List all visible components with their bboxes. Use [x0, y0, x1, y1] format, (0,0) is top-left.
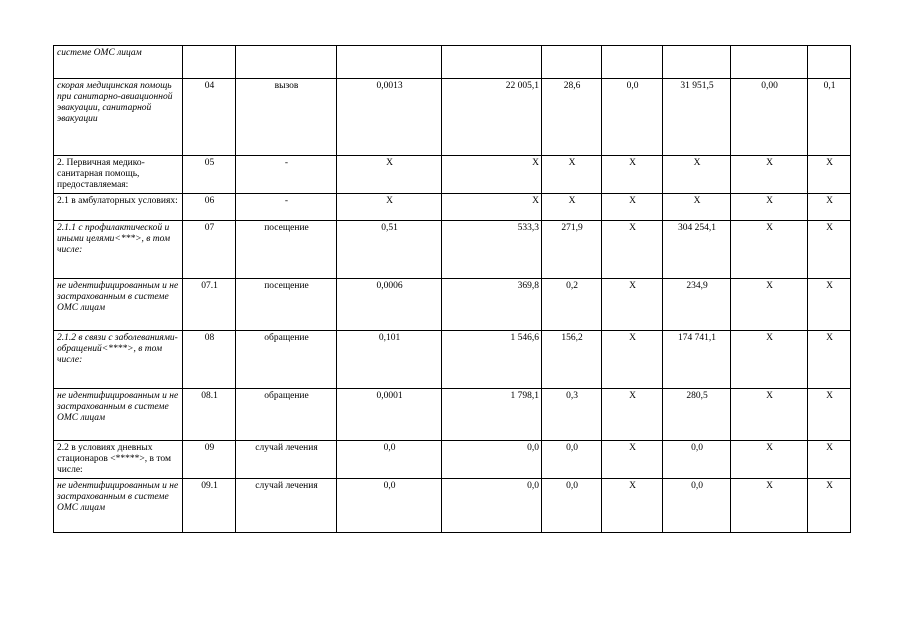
rate-cell: 0,0001: [337, 389, 442, 441]
row-unit-cell: случай лечения: [236, 479, 337, 533]
budget-cell: X: [602, 441, 663, 479]
row-unit-cell: обращение: [236, 331, 337, 389]
rate-cell: 0,51: [337, 221, 442, 279]
medical-care-table: [53, 45, 851, 533]
percent-cell: X: [808, 221, 851, 279]
percent-cell: X: [808, 479, 851, 533]
percent-cell: [808, 46, 851, 79]
per-capita-cell: [542, 46, 602, 79]
row-code-cell: 09: [183, 441, 236, 479]
per-capita-cell: 0,2: [542, 279, 602, 331]
budget-cell: X: [602, 479, 663, 533]
table-row: [54, 479, 851, 533]
row-code-cell: 05: [183, 156, 236, 194]
rate-cell: 0,101: [337, 331, 442, 389]
per-capita-cell: 271,9: [542, 221, 602, 279]
share-cell: X: [731, 221, 808, 279]
share-cell: X: [731, 279, 808, 331]
row-unit-cell: обращение: [236, 389, 337, 441]
total-cell: 280,5: [663, 389, 731, 441]
row-name-cell: не идентифицированным и не застрахованным в системе ОМС лицам: [54, 389, 183, 441]
total-cell: X: [663, 156, 731, 194]
per-capita-cell: X: [542, 156, 602, 194]
share-cell: X: [731, 479, 808, 533]
rate-cell: 0,0: [337, 441, 442, 479]
share-cell: X: [731, 441, 808, 479]
row-name-cell: 2. Первичная медико-санитарная помощь, предоставляемая:: [54, 156, 183, 194]
per-capita-cell: 156,2: [542, 331, 602, 389]
rate-cell: X: [337, 156, 442, 194]
share-cell: X: [731, 194, 808, 221]
share-cell: X: [731, 156, 808, 194]
per-capita-cell: X: [542, 194, 602, 221]
table-row: [54, 156, 851, 194]
row-name-cell: 2.2 в условиях дневных стационаров <*****>, в том числе:: [54, 441, 183, 479]
table-row: [54, 331, 851, 389]
per-capita-cell: 0,3: [542, 389, 602, 441]
cost-cell: 369,8: [442, 279, 542, 331]
row-name-cell: скорая медицинская помощь при санитарно-авиационной эвакуации, санитарной эвакуации: [54, 79, 183, 156]
total-cell: 174 741,1: [663, 331, 731, 389]
row-name-cell: системе ОМС лицам: [54, 46, 183, 79]
percent-cell: X: [808, 156, 851, 194]
rate-cell: [337, 46, 442, 79]
total-cell: 304 254,1: [663, 221, 731, 279]
share-cell: 0,00: [731, 79, 808, 156]
cost-cell: X: [442, 194, 542, 221]
row-code-cell: 09.1: [183, 479, 236, 533]
cost-cell: 22 005,1: [442, 79, 542, 156]
cost-cell: 1 798,1: [442, 389, 542, 441]
percent-cell: X: [808, 389, 851, 441]
total-cell: [663, 46, 731, 79]
budget-cell: X: [602, 279, 663, 331]
budget-cell: X: [602, 389, 663, 441]
total-cell: 0,0: [663, 441, 731, 479]
budget-cell: X: [602, 156, 663, 194]
cost-cell: 0,0: [442, 479, 542, 533]
rate-cell: 0,0: [337, 479, 442, 533]
row-code-cell: 08: [183, 331, 236, 389]
per-capita-cell: 28,6: [542, 79, 602, 156]
table-row: [54, 221, 851, 279]
row-name-cell: не идентифицированным и не застрахованным в системе ОМС лицам: [54, 279, 183, 331]
row-code-cell: 08.1: [183, 389, 236, 441]
row-unit-cell: -: [236, 156, 337, 194]
per-capita-cell: 0,0: [542, 479, 602, 533]
row-unit-cell: посещение: [236, 279, 337, 331]
budget-cell: X: [602, 194, 663, 221]
rate-cell: X: [337, 194, 442, 221]
table-row: [54, 389, 851, 441]
row-unit-cell: [236, 46, 337, 79]
rate-cell: 0,0013: [337, 79, 442, 156]
row-unit-cell: случай лечения: [236, 441, 337, 479]
row-name-cell: 2.1.2 в связи с заболеваниями-обращений<****>, в том числе:: [54, 331, 183, 389]
rate-cell: 0,0006: [337, 279, 442, 331]
row-name-cell: 2.1.1 с профилактической и иными целями<***>, в том числе:: [54, 221, 183, 279]
cost-cell: X: [442, 156, 542, 194]
row-code-cell: 07: [183, 221, 236, 279]
percent-cell: X: [808, 279, 851, 331]
cost-cell: 533,3: [442, 221, 542, 279]
row-code-cell: 04: [183, 79, 236, 156]
budget-cell: X: [602, 221, 663, 279]
row-code-cell: [183, 46, 236, 79]
percent-cell: X: [808, 331, 851, 389]
per-capita-cell: 0,0: [542, 441, 602, 479]
cost-cell: 1 546,6: [442, 331, 542, 389]
total-cell: 234,9: [663, 279, 731, 331]
percent-cell: X: [808, 441, 851, 479]
row-code-cell: 06: [183, 194, 236, 221]
budget-cell: X: [602, 331, 663, 389]
row-name-cell: не идентифицированным и не застрахованным в системе ОМС лицам: [54, 479, 183, 533]
row-unit-cell: посещение: [236, 221, 337, 279]
budget-cell: 0,0: [602, 79, 663, 156]
cost-cell: 0,0: [442, 441, 542, 479]
total-cell: 0,0: [663, 479, 731, 533]
share-cell: X: [731, 389, 808, 441]
table-row: [54, 46, 851, 79]
table-row: [54, 194, 851, 221]
table-row: [54, 279, 851, 331]
budget-cell: [602, 46, 663, 79]
percent-cell: 0,1: [808, 79, 851, 156]
row-unit-cell: вызов: [236, 79, 337, 156]
share-cell: [731, 46, 808, 79]
table-row: [54, 441, 851, 479]
share-cell: X: [731, 331, 808, 389]
table-row: [54, 79, 851, 156]
percent-cell: X: [808, 194, 851, 221]
total-cell: X: [663, 194, 731, 221]
row-unit-cell: -: [236, 194, 337, 221]
cost-cell: [442, 46, 542, 79]
row-code-cell: 07.1: [183, 279, 236, 331]
total-cell: 31 951,5: [663, 79, 731, 156]
row-name-cell: 2.1 в амбулаторных условиях:: [54, 194, 183, 221]
